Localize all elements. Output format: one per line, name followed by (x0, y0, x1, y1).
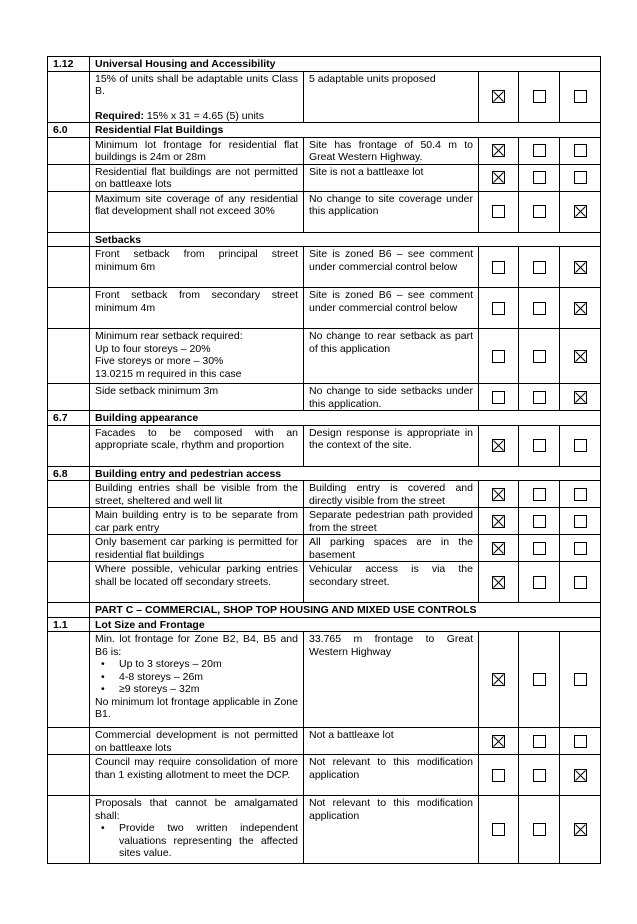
required-label: Required: (95, 109, 145, 122)
requirement-cell (90, 329, 304, 384)
complies-checkbox[interactable] (492, 488, 505, 501)
complies-checkbox[interactable] (492, 823, 505, 836)
requirement-text: Front setback from principal street minimum 6m (95, 248, 298, 273)
proposal-cell: Site is zoned B6 – see comment under commercial control below (304, 288, 479, 329)
not-applicable-checkbox[interactable] (574, 488, 587, 501)
does-not-comply-checkbox[interactable] (533, 769, 546, 782)
proposal-cell: Not a battleaxe lot (304, 728, 479, 755)
complies-cell (479, 71, 519, 123)
complies-cell (479, 481, 519, 508)
not-applicable-checkbox[interactable] (574, 576, 587, 589)
cross-mark-icon (493, 145, 504, 156)
does-not-comply-checkbox[interactable] (533, 350, 546, 363)
does-not-comply-checkbox[interactable] (533, 515, 546, 528)
not-applicable-cell (560, 728, 601, 755)
cross-mark-icon (493, 172, 504, 183)
complies-cell (479, 247, 519, 288)
does-not-comply-cell (519, 137, 560, 164)
not-applicable-cell (560, 755, 601, 796)
complies-checkbox[interactable] (492, 769, 505, 782)
not-applicable-cell (560, 632, 601, 728)
requirement-cell (90, 191, 304, 232)
requirement-cell (90, 535, 304, 562)
requirement-text: Up to four storeys – 20% (95, 342, 211, 355)
requirement-cell (90, 425, 304, 466)
does-not-comply-checkbox[interactable] (533, 261, 546, 274)
does-not-comply-checkbox[interactable] (533, 488, 546, 501)
not-applicable-cell (560, 329, 601, 384)
row-number-cell (48, 796, 90, 864)
section-number: 6.8 (48, 466, 90, 481)
section-number: 6.0 (48, 123, 90, 138)
does-not-comply-cell (519, 728, 560, 755)
section-row (48, 617, 601, 632)
requirement-text: 13.0215 m required in this case (95, 367, 242, 380)
table-row (48, 508, 601, 535)
requirement-text: Main building entry is to be separate from car park entry (95, 509, 298, 534)
complies-cell (479, 425, 519, 466)
does-not-comply-cell (519, 481, 560, 508)
requirement-cell (90, 796, 304, 864)
section-row (48, 411, 601, 426)
table-row (48, 384, 601, 411)
table-row (48, 796, 601, 864)
does-not-comply-cell (519, 288, 560, 329)
row-number-cell (48, 384, 90, 411)
not-applicable-cell (560, 796, 601, 864)
not-applicable-cell (560, 535, 601, 562)
complies-checkbox[interactable] (492, 542, 505, 555)
cross-mark-icon (493, 736, 504, 747)
row-number-cell (48, 508, 90, 535)
not-applicable-checkbox[interactable] (574, 302, 587, 315)
bullet-item: • Up to 3 storeys – 20m (95, 658, 298, 671)
complies-checkbox[interactable] (492, 90, 505, 103)
table-row (48, 425, 601, 466)
not-applicable-checkbox[interactable] (574, 171, 587, 184)
not-applicable-checkbox[interactable] (574, 673, 587, 686)
not-applicable-cell (560, 425, 601, 466)
requirement-cell (90, 137, 304, 164)
proposal-cell: Not relevant to this modification application (304, 755, 479, 796)
cross-mark-icon (493, 489, 504, 500)
row-number-cell (48, 535, 90, 562)
table-row (48, 137, 601, 164)
section-number: 1.12 (48, 57, 90, 72)
cross-mark-icon (493, 91, 504, 102)
does-not-comply-checkbox[interactable] (533, 205, 546, 218)
does-not-comply-cell (519, 384, 560, 411)
does-not-comply-cell (519, 425, 560, 466)
not-applicable-cell (560, 384, 601, 411)
row-number-cell (48, 71, 90, 123)
requirement-text: Min. lot frontage for Zone B2, B4, B5 and B6 is: (95, 633, 298, 658)
proposal-cell: Site is zoned B6 – see comment under commercial control below (304, 247, 479, 288)
proposal-cell: Not relevant to this modification application (304, 796, 479, 864)
requirement-cell (90, 481, 304, 508)
section-title: PART C – COMMERCIAL, SHOP TOP HOUSING AND MIXED USE CONTROLS (90, 603, 601, 618)
does-not-comply-cell (519, 71, 560, 123)
table-row (48, 247, 601, 288)
not-applicable-checkbox[interactable] (574, 735, 587, 748)
section-row (48, 232, 601, 247)
requirement-text: Maximum site coverage of any residential flat development shall not exceed 30% (95, 192, 298, 217)
cross-mark-icon (493, 440, 504, 451)
not-applicable-checkbox[interactable] (574, 261, 587, 274)
does-not-comply-cell (519, 329, 560, 384)
table-row (48, 164, 601, 191)
requirement-text: Minimum rear setback required: (95, 330, 243, 342)
does-not-comply-checkbox[interactable] (533, 576, 546, 589)
bullet-item: • 4-8 storeys – 26m (95, 671, 298, 684)
proposal-cell: No change to site coverage under this application (304, 191, 479, 232)
section-row (48, 123, 601, 138)
bullet-item: • ≥9 storeys – 32m (95, 683, 298, 696)
does-not-comply-checkbox[interactable] (533, 735, 546, 748)
not-applicable-cell (560, 137, 601, 164)
row-number-cell (48, 191, 90, 232)
row-number-cell (48, 728, 90, 755)
row-number-cell (48, 755, 90, 796)
row-number-cell (48, 329, 90, 384)
not-applicable-checkbox[interactable] (574, 769, 587, 782)
requirement-cell (90, 288, 304, 329)
table-row (48, 535, 601, 562)
complies-checkbox[interactable] (492, 144, 505, 157)
requirement-text: Front setback from secondary street minimum 4m (95, 289, 298, 314)
row-number-cell (48, 164, 90, 191)
does-not-comply-cell (519, 508, 560, 535)
complies-checkbox[interactable] (492, 171, 505, 184)
complies-checkbox[interactable] (492, 391, 505, 404)
section-title: Building entry and pedestrian access (90, 466, 601, 481)
complies-checkbox[interactable] (492, 261, 505, 274)
does-not-comply-checkbox[interactable] (533, 90, 546, 103)
cross-mark-icon (493, 577, 504, 588)
section-number (48, 603, 90, 618)
does-not-comply-cell (519, 632, 560, 728)
does-not-comply-cell (519, 755, 560, 796)
does-not-comply-cell (519, 164, 560, 191)
not-applicable-checkbox[interactable] (574, 205, 587, 218)
section-title: Building appearance (90, 411, 601, 426)
spacer (95, 98, 298, 110)
table-row (48, 71, 601, 123)
section-title: Setbacks (90, 232, 601, 247)
complies-cell (479, 191, 519, 232)
table-row (48, 755, 601, 796)
proposal-cell: Site has frontage of 50.4 m to Great Western Highway. (304, 137, 479, 164)
does-not-comply-checkbox[interactable] (533, 673, 546, 686)
not-applicable-checkbox[interactable] (574, 515, 587, 528)
compliance-table (47, 56, 601, 864)
complies-cell (479, 137, 519, 164)
requirement-text: Facades to be composed with an appropriate scale, rhythm and proportion (95, 426, 298, 451)
requirement-cell (90, 632, 304, 728)
complies-cell (479, 164, 519, 191)
cross-mark-icon (575, 303, 586, 314)
cross-mark-icon (575, 262, 586, 273)
cross-mark-icon (493, 674, 504, 685)
proposal-cell: Site is not a battleaxe lot (304, 164, 479, 191)
does-not-comply-checkbox[interactable] (533, 171, 546, 184)
cross-mark-icon (493, 516, 504, 527)
proposal-cell: Separate pedestrian path provided from the street (304, 508, 479, 535)
not-applicable-checkbox[interactable] (574, 823, 587, 836)
section-title: Lot Size and Frontage (90, 617, 601, 632)
requirement-text: Five storeys or more – 30% (95, 355, 224, 367)
section-number: 1.1 (48, 617, 90, 632)
not-applicable-cell (560, 191, 601, 232)
does-not-comply-cell (519, 535, 560, 562)
proposal-cell: Vehicular access is via the secondary street. (304, 562, 479, 603)
requirement-text: Proposals that cannot be amalgamated shall: (95, 797, 298, 822)
row-number-cell (48, 425, 90, 466)
complies-cell (479, 632, 519, 728)
proposal-cell: 33.765 m frontage to Great Western Highway (304, 632, 479, 728)
complies-cell (479, 755, 519, 796)
does-not-comply-cell (519, 562, 560, 603)
section-row (48, 603, 601, 618)
complies-checkbox[interactable] (492, 735, 505, 748)
not-applicable-cell (560, 481, 601, 508)
table-row (48, 191, 601, 232)
requirement-cell (90, 71, 304, 123)
not-applicable-checkbox[interactable] (574, 350, 587, 363)
bullet-item: • Provide two written independent valuations representing the affected sites value. (95, 822, 298, 860)
requirement-text: Residential flat buildings are not permitted on battleaxe lots (95, 165, 298, 190)
not-applicable-cell (560, 288, 601, 329)
section-row (48, 466, 601, 481)
complies-checkbox[interactable] (492, 205, 505, 218)
complies-checkbox[interactable] (492, 350, 505, 363)
row-number-cell (48, 247, 90, 288)
requirement-text: Building entries shall be visible from the street, sheltered and well lit (95, 482, 298, 507)
requirement-text: Council may require consolidation of more than 1 existing allotment to meet the DCP. (95, 756, 298, 781)
table-row (48, 288, 601, 329)
requirement-text: Commercial development is not permitted on battleaxe lots (95, 729, 298, 754)
complies-cell (479, 535, 519, 562)
complies-cell (479, 562, 519, 603)
does-not-comply-cell (519, 247, 560, 288)
section-row (48, 57, 601, 72)
complies-checkbox[interactable] (492, 515, 505, 528)
table-row (48, 329, 601, 384)
cross-mark-icon (575, 351, 586, 362)
proposal-cell: No change to side setbacks under this application. (304, 384, 479, 411)
requirement-cell (90, 384, 304, 411)
complies-cell (479, 508, 519, 535)
requirement-text: 15% of units shall be adaptable units Class B. (95, 72, 298, 97)
does-not-comply-checkbox[interactable] (533, 823, 546, 836)
proposal-cell: 5 adaptable units proposed (304, 71, 479, 123)
required-calculation: Required: 15% x 31 = 4.65 (5) units (95, 109, 264, 122)
cross-mark-icon (575, 206, 586, 217)
section-title: Residential Flat Buildings (90, 123, 601, 138)
requirement-text: Minimum lot frontage for residential flat buildings is 24m or 28m (95, 138, 298, 163)
row-number-cell (48, 137, 90, 164)
cross-mark-icon (575, 824, 586, 835)
not-applicable-checkbox[interactable] (574, 391, 587, 404)
complies-cell (479, 384, 519, 411)
not-applicable-checkbox[interactable] (574, 439, 587, 452)
row-number-cell (48, 481, 90, 508)
proposal-cell: Design response is appropriate in the context of the site. (304, 425, 479, 466)
row-number-cell (48, 288, 90, 329)
cross-mark-icon (575, 392, 586, 403)
not-applicable-cell (560, 562, 601, 603)
requirement-text: Side setback minimum 3m (95, 385, 219, 397)
not-applicable-cell (560, 71, 601, 123)
not-applicable-cell (560, 164, 601, 191)
proposal-cell: Building entry is covered and directly visible from the street (304, 481, 479, 508)
not-applicable-cell (560, 247, 601, 288)
table-row (48, 481, 601, 508)
proposal-cell: All parking spaces are in the basement (304, 535, 479, 562)
complies-cell (479, 288, 519, 329)
complies-checkbox[interactable] (492, 673, 505, 686)
requirement-text: Where possible, vehicular parking entries shall be located off secondary streets. (95, 563, 298, 588)
does-not-comply-cell (519, 191, 560, 232)
does-not-comply-checkbox[interactable] (533, 439, 546, 452)
not-applicable-checkbox[interactable] (574, 144, 587, 157)
requirement-cell (90, 755, 304, 796)
row-number-cell (48, 562, 90, 603)
section-number: 6.7 (48, 411, 90, 426)
complies-cell (479, 796, 519, 864)
not-applicable-cell (560, 508, 601, 535)
not-applicable-checkbox[interactable] (574, 90, 587, 103)
does-not-comply-checkbox[interactable] (533, 391, 546, 404)
complies-cell (479, 728, 519, 755)
cross-mark-icon (493, 543, 504, 554)
cross-mark-icon (575, 770, 586, 781)
proposal-cell: No change to rear setback as part of this application (304, 329, 479, 384)
requirement-cell (90, 247, 304, 288)
requirement-text: No minimum lot frontage applicable in Zone B1. (95, 695, 298, 720)
requirement-text: Only basement car parking is permitted for residential flat buildings (95, 536, 298, 561)
does-not-comply-checkbox[interactable] (533, 144, 546, 157)
does-not-comply-cell (519, 796, 560, 864)
row-number-cell (48, 632, 90, 728)
complies-checkbox[interactable] (492, 576, 505, 589)
complies-cell (479, 329, 519, 384)
requirement-cell (90, 728, 304, 755)
requirement-cell (90, 562, 304, 603)
table-row (48, 562, 601, 603)
requirement-cell (90, 164, 304, 191)
requirement-cell (90, 508, 304, 535)
complies-checkbox[interactable] (492, 439, 505, 452)
section-title: Universal Housing and Accessibility (90, 57, 601, 72)
complies-checkbox[interactable] (492, 302, 505, 315)
does-not-comply-checkbox[interactable] (533, 542, 546, 555)
section-number (48, 232, 90, 247)
not-applicable-checkbox[interactable] (574, 542, 587, 555)
does-not-comply-checkbox[interactable] (533, 302, 546, 315)
table-row (48, 632, 601, 728)
table-row (48, 728, 601, 755)
